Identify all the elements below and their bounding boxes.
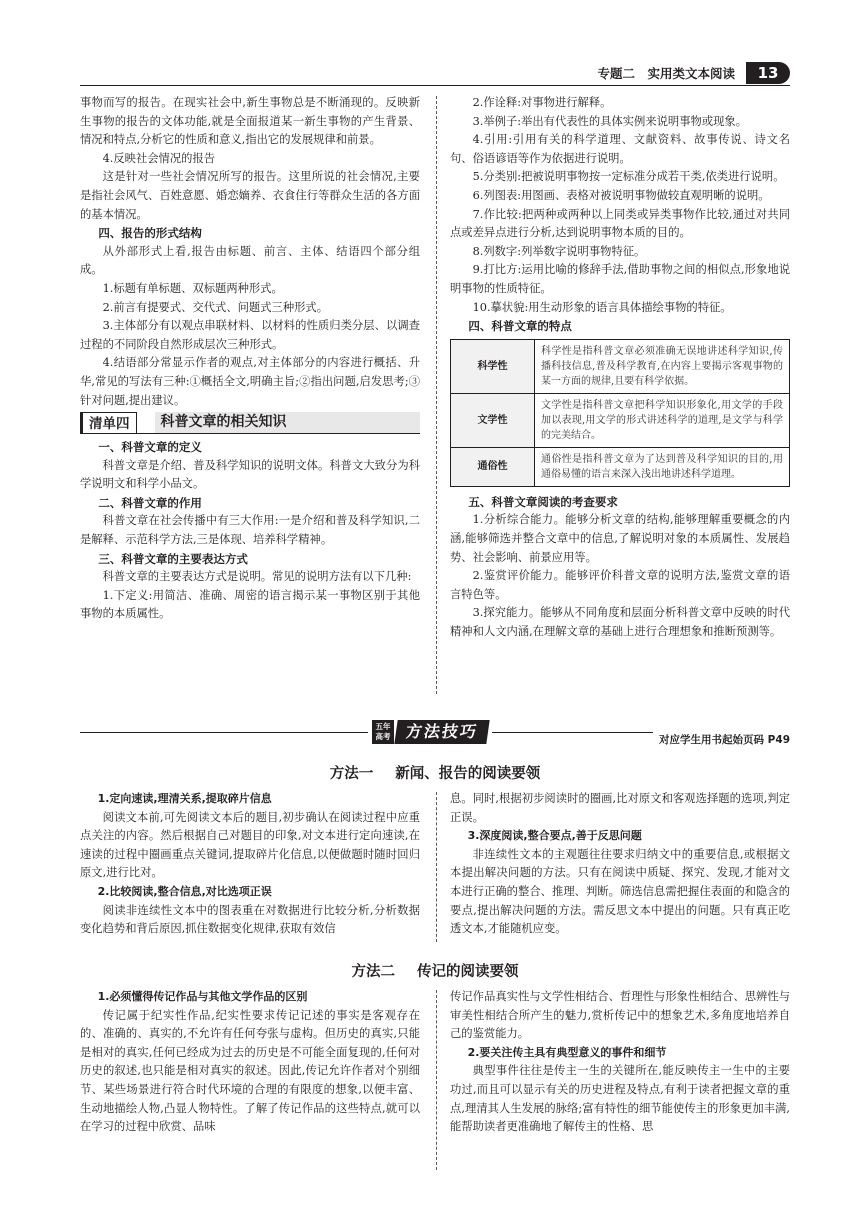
method1-left — [80, 790, 420, 939]
section-heading: 三、科普文章的主要表达方式 — [98, 551, 248, 566]
table-row — [451, 447, 790, 486]
paragraph: 1.分析综合能力。能够分析文章的结构,能够理解重要概念的内涵,能够筛选并整合文章中的信息,了解说明对象的本质属性、发展趋势、社会影响、前景应用等。 — [450, 513, 790, 564]
method1-name: 新闻、报告的阅读要领 — [395, 766, 541, 782]
column-divider — [436, 792, 437, 942]
section-title: 专题二 实用类文本阅读 — [597, 66, 735, 81]
list-item: 4.引用:引用有关的科学道理、文献资料、故事传说、诗文名句、俗语谚语等作为依据进行说明。 — [450, 133, 790, 165]
left-column-top — [80, 94, 420, 624]
page-reference: 对应学生用书起始页码 P49 — [653, 732, 790, 747]
list-item: 3.举例子:举出有代表性的具体实例来说明事物或现象。 — [472, 114, 748, 128]
features-table — [450, 339, 790, 487]
table-row — [451, 393, 790, 447]
list-item: 7.作比较:把两种或两种以上同类或异类事物作比较,通过对共同点或差异点进行分析,达到说明事物本质的目的。 — [450, 207, 790, 240]
paragraph: 传记作品真实性与文学性相结合、哲理性与形象性相结合、思辨性与审美性相结合所产生的魅力,赏析传记中的想象艺术,多角度地培养自己的鉴赏能力。 — [450, 990, 790, 1041]
list-item: 5.分类别:把被说明事物按一定标准分成若干类,依类进行说明。 — [472, 170, 785, 184]
method1-title — [80, 762, 790, 783]
method1-number: 方法一 — [329, 766, 374, 782]
sub-heading: 3.深度阅读,整合要点,善于反思问题 — [467, 829, 642, 843]
column-divider — [436, 96, 437, 694]
method1-right — [450, 790, 790, 939]
paragraph: 事物而写的报告。在现实社会中,新生事物总是不断涌现的。反映新生事物的报告的文体功能,就是全面报道某一新生事物的产生背景、情况和特点,分析它的性质和意义,指出它的发展规律和前景。 — [80, 96, 420, 147]
method2-name: 传记的阅读要领 — [417, 964, 519, 980]
sub-heading: 1.必须懂得传记作品与其他文学作品的区别 — [97, 990, 308, 1003]
list-item: 1.标题有单标题、双标题两种形式。 — [102, 281, 283, 295]
paragraph: 这是针对一些社会情况所写的报告。这里所说的社会情况,主要是指社会风气、百姓意愿、婚恋嫡养、衣食住行等群众生活的各方面的基本情况。 — [80, 170, 420, 221]
table-key: 文学性 — [451, 393, 535, 447]
table-row — [451, 339, 790, 393]
page-header — [80, 62, 790, 86]
sub-heading: 1.定向速读,理清关系,提取碎片信息 — [97, 792, 272, 805]
table-value: 文学性是指科普文章把科学知识形象化,用文学的手段加以表现,用文学的形式讲述科学的道理,是文学与科学的完美结合。 — [535, 393, 790, 447]
section-heading: 二、科普文章的作用 — [98, 495, 202, 510]
table-key: 通俗性 — [451, 447, 535, 486]
paragraph: 3.探究能力。能够从不同角度和层面分析科普文章中反映的时代精神和人文内涵,在理解文章的基础上进行合理想象和推断预测等。 — [450, 606, 790, 638]
method2-left — [80, 988, 420, 1137]
paragraph: 传记属于纪实性作品,纪实性要求传记记述的事实是客观存在的、准确的、真实的,不允许有任何夸张与虚构。但历史的真实,只能是相对的真实,任何已经成为过去的历史是不可能全面复现的,任何对历史的叙述,也只能是相对真实的叙述。因此,传记允许作者对个别细节、某些场景进行符合时代环境的合理的有限度的想象,以便丰富、生动地描绘人物,凸显人物特性。了解了传记作品的这些特点,就可以在学习的过程中欣赏、品味 — [80, 1008, 420, 1134]
badge-small: 五年高考 — [372, 720, 394, 744]
paragraph: 4.反映社会情况的报告 — [102, 151, 216, 165]
list-banner — [80, 412, 420, 434]
paragraph: 息。同时,根据初步阅读时的圈画,比对原文和客观选择题的选项,判定正误。 — [450, 792, 790, 824]
section-heading: 四、科普文章的特点 — [468, 319, 572, 334]
list-item: 1.下定义:用简洁、准确、周密的语言揭示某一事物区别于其他事物的本质属性。 — [80, 588, 420, 621]
method2-number: 方法二 — [351, 964, 395, 980]
method2-right — [450, 988, 790, 1137]
column-divider — [436, 990, 437, 1170]
sub-heading: 2.比较阅读,整合信息,对比选项正误 — [97, 884, 272, 898]
badge-main: 方法技巧 — [394, 720, 489, 744]
paragraph: 科普文章是介绍、普及科学知识的说明文体。科普文大致分为科学说明文和科学小品文。 — [80, 458, 420, 491]
table-value: 通俗性是指科普文章为了达到普及科学知识的目的,用通俗易懂的语言来深入浅出地讲述科学道理。 — [535, 447, 790, 486]
section-heading: 五、科普文章阅读的考查要求 — [468, 494, 618, 509]
section-heading: 一、科普文章的定义 — [98, 440, 202, 455]
paragraph: 阅读文本前,可先阅读文本后的题目,初步确认在阅读过程中应重点关注的内容。然后根据自己对题目的印象,对文本进行定向速读,在速读的过程中圈画重点关键词,提取碎片化信息,以便做题时随时回归原文,进行比对。 — [80, 810, 420, 880]
section-heading: 四、报告的形式结构 — [98, 226, 202, 241]
list-tag: 清单四 — [80, 412, 137, 434]
right-column-top — [450, 94, 790, 641]
table-key: 科学性 — [451, 339, 535, 393]
list-item: 10.摹状貌:用生动形象的语言具体描绘事物的特征。 — [472, 300, 732, 314]
list-item: 4.结语部分常显示作者的观点,对主体部分的内容进行概括、升华,常见的写法有三种:①概括全文,明确主旨;②指出问题,启发思考;③针对问题,提出建议。 — [80, 356, 420, 407]
list-item: 6.列图表:用图画、表格对被说明事物做较直观明晰的说明。 — [472, 188, 770, 202]
list-title: 科普文章的相关知识 — [155, 412, 421, 433]
paragraph: 从外部形式上看,报告由标题、前言、主体、结语四个部分组成。 — [80, 244, 420, 277]
page-number: 13 — [746, 62, 790, 84]
paragraph: 科普文章的主要表达方式是说明。常见的说明方法有以下几种: — [102, 570, 412, 584]
method-band — [80, 718, 790, 748]
method2-title — [80, 960, 790, 981]
paragraph: 2.鉴赏评价能力。能够评价科普文章的说明方法,鉴赏文章的语言特色等。 — [450, 569, 790, 601]
method-badge — [368, 720, 492, 744]
table-value: 科学性是指科普文章必须准确无误地讲述科学知识,传播科技信息,普及科学教育,在内容上要揭示客观事物的某一方面的规律,且要有科学依据。 — [535, 339, 790, 393]
sub-heading: 2.要关注传主具有典型意义的事件和细节 — [467, 1045, 667, 1059]
paragraph: 阅读非连续性文本中的图表重在对数据进行比较分析,分析数据变化趋势和背后原因,抓住数据变化规律,获取有效信 — [80, 903, 420, 936]
list-item: 9.打比方:运用比喻的修辞手法,借助事物之间的相似点,形象地说明事物的性质特征。 — [450, 263, 790, 295]
list-item: 2.前言有提要式、交代式、问题式三种形式。 — [102, 300, 329, 314]
paragraph: 科普文章在社会传播中有三大作用:一是介绍和普及科学知识,二是解释、示范科学方法,三是体现、培养科学精神。 — [80, 514, 420, 547]
list-item: 3.主体部分有以观点串联材料、以材料的性质归类分层、以调查过程的不同阶段自然形成层次三种形式。 — [80, 319, 420, 351]
paragraph: 典型事件往往是传主一生的关键所在,能反映传主一生中的主要功过,而且可以显示有关的历史进程及特点,有利于读者把握文章的重点,理清其人生发展的脉络;富有特性的细节能使传主的形象更加丰满,能帮助读者更准确地了解传主的性格、思 — [450, 1064, 790, 1134]
list-item: 2.作诠释:对事物进行解释。 — [472, 96, 612, 109]
list-item: 8.列数字:列举数字说明事物特征。 — [472, 244, 646, 258]
paragraph: 非连续性文本的主观题往往要求归纳文中的重要信息,或根据文本提出解决问题的方法。只有在阅读中质疑、探究、发现,才能对文本进行正确的整合、推理、判断。筛选信息需把握住表面的和隐含的要点,提出解决问题的方法。需反思文本中提出的问题。只有真正吃透文本,才能随机应变。 — [450, 847, 790, 936]
